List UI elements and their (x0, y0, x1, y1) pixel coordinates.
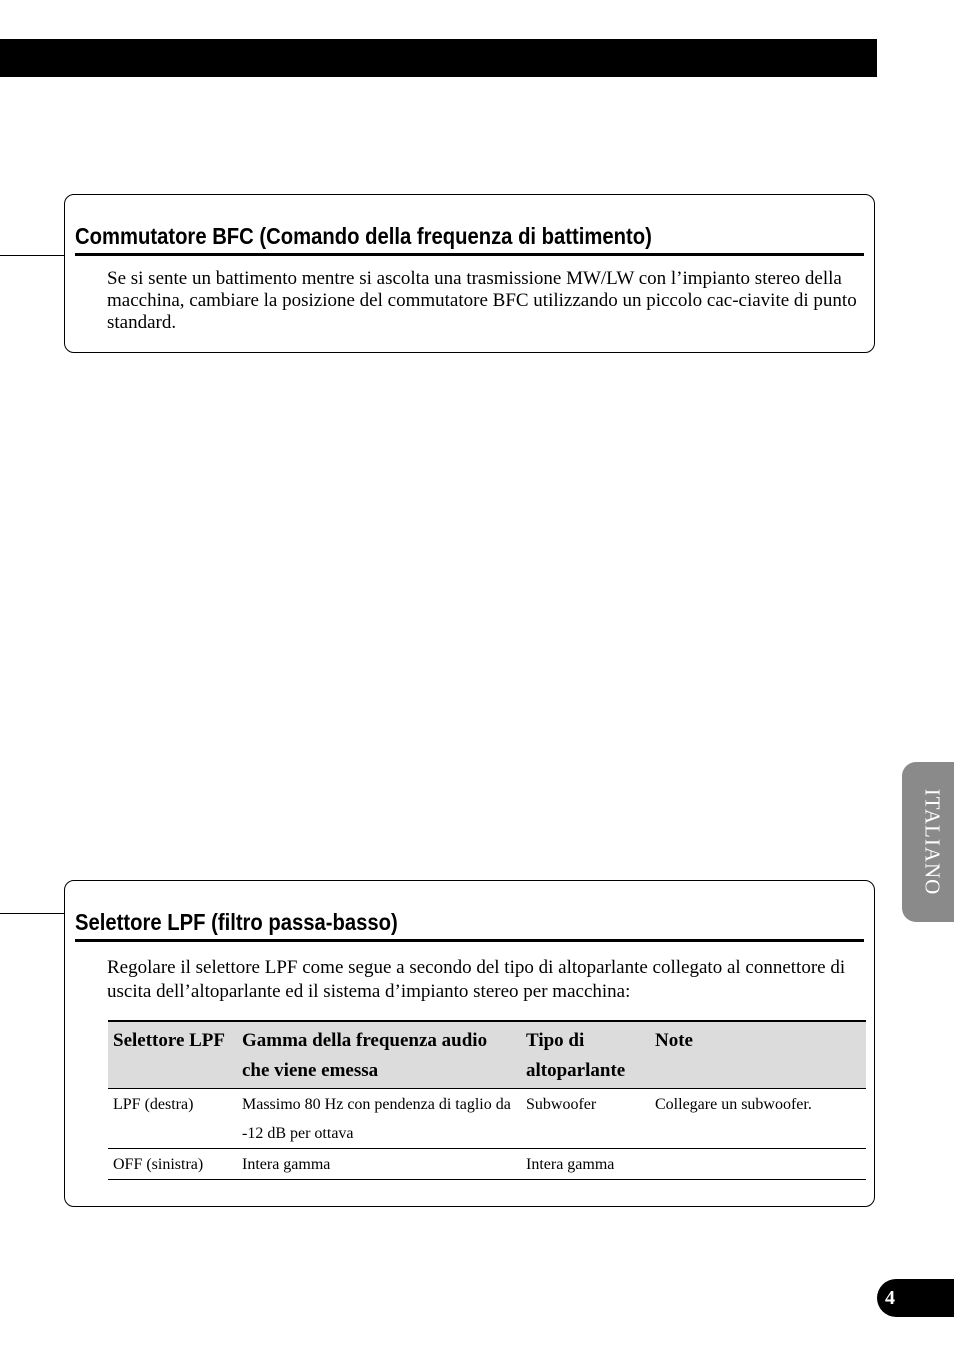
lpf-title-rule (75, 939, 864, 942)
table-row (108, 1089, 866, 1149)
lpf-settings-table (108, 1020, 866, 1180)
table-cell: Subwoofer (521, 1089, 650, 1149)
lpf-section-title: Selettore LPF (filtro passa-basso) (75, 909, 398, 935)
table-row (108, 1149, 866, 1180)
column-header: Note (650, 1021, 866, 1089)
column-header: Selettore LPF (108, 1021, 237, 1089)
table-cell: LPF (destra) (108, 1089, 237, 1149)
language-tab (902, 762, 954, 922)
page-number: 4 (885, 1287, 895, 1309)
language-tab-label: ITALIANO (920, 788, 945, 896)
table-cell: Collegare un subwoofer. (650, 1089, 866, 1149)
page-number-tab (877, 1279, 954, 1317)
bfc-section-title: Commutatore BFC (Comando della frequenza di battimento) (75, 223, 652, 249)
table-cell (650, 1149, 866, 1180)
column-header: Gamma della frequenza audio che viene emessa (237, 1021, 521, 1089)
section-marker-rule (0, 913, 64, 914)
table-header-row (108, 1021, 866, 1089)
lpf-section-body: Regolare il selettore LPF come segue a secondo del tipo di altoparlante collegato al connettore di uscita dell’altoparlante ed il sistema d’impianto stereo per macchina: (107, 957, 846, 1002)
column-header: Tipo di altoparlante (521, 1021, 650, 1089)
table-cell: Intera gamma (521, 1149, 650, 1180)
section-marker-rule (0, 255, 64, 256)
table-cell: Intera gamma (237, 1149, 521, 1180)
table-cell: OFF (sinistra) (108, 1149, 237, 1180)
header-bar (0, 39, 877, 77)
bfc-title-rule (75, 253, 864, 256)
bfc-section-body: Se si sente un battimento mentre si ascolta una trasmissione MW/LW con l’impianto stereo della macchina, cambiare la posizione del commutatore BFC utilizzando un piccolo cac-ciavite di punto standard. (107, 268, 857, 333)
bfc-section (64, 194, 875, 353)
table-cell: Massimo 80 Hz con pendenza di taglio da -12 dB per ottava (237, 1089, 521, 1149)
lpf-section (64, 880, 875, 1207)
